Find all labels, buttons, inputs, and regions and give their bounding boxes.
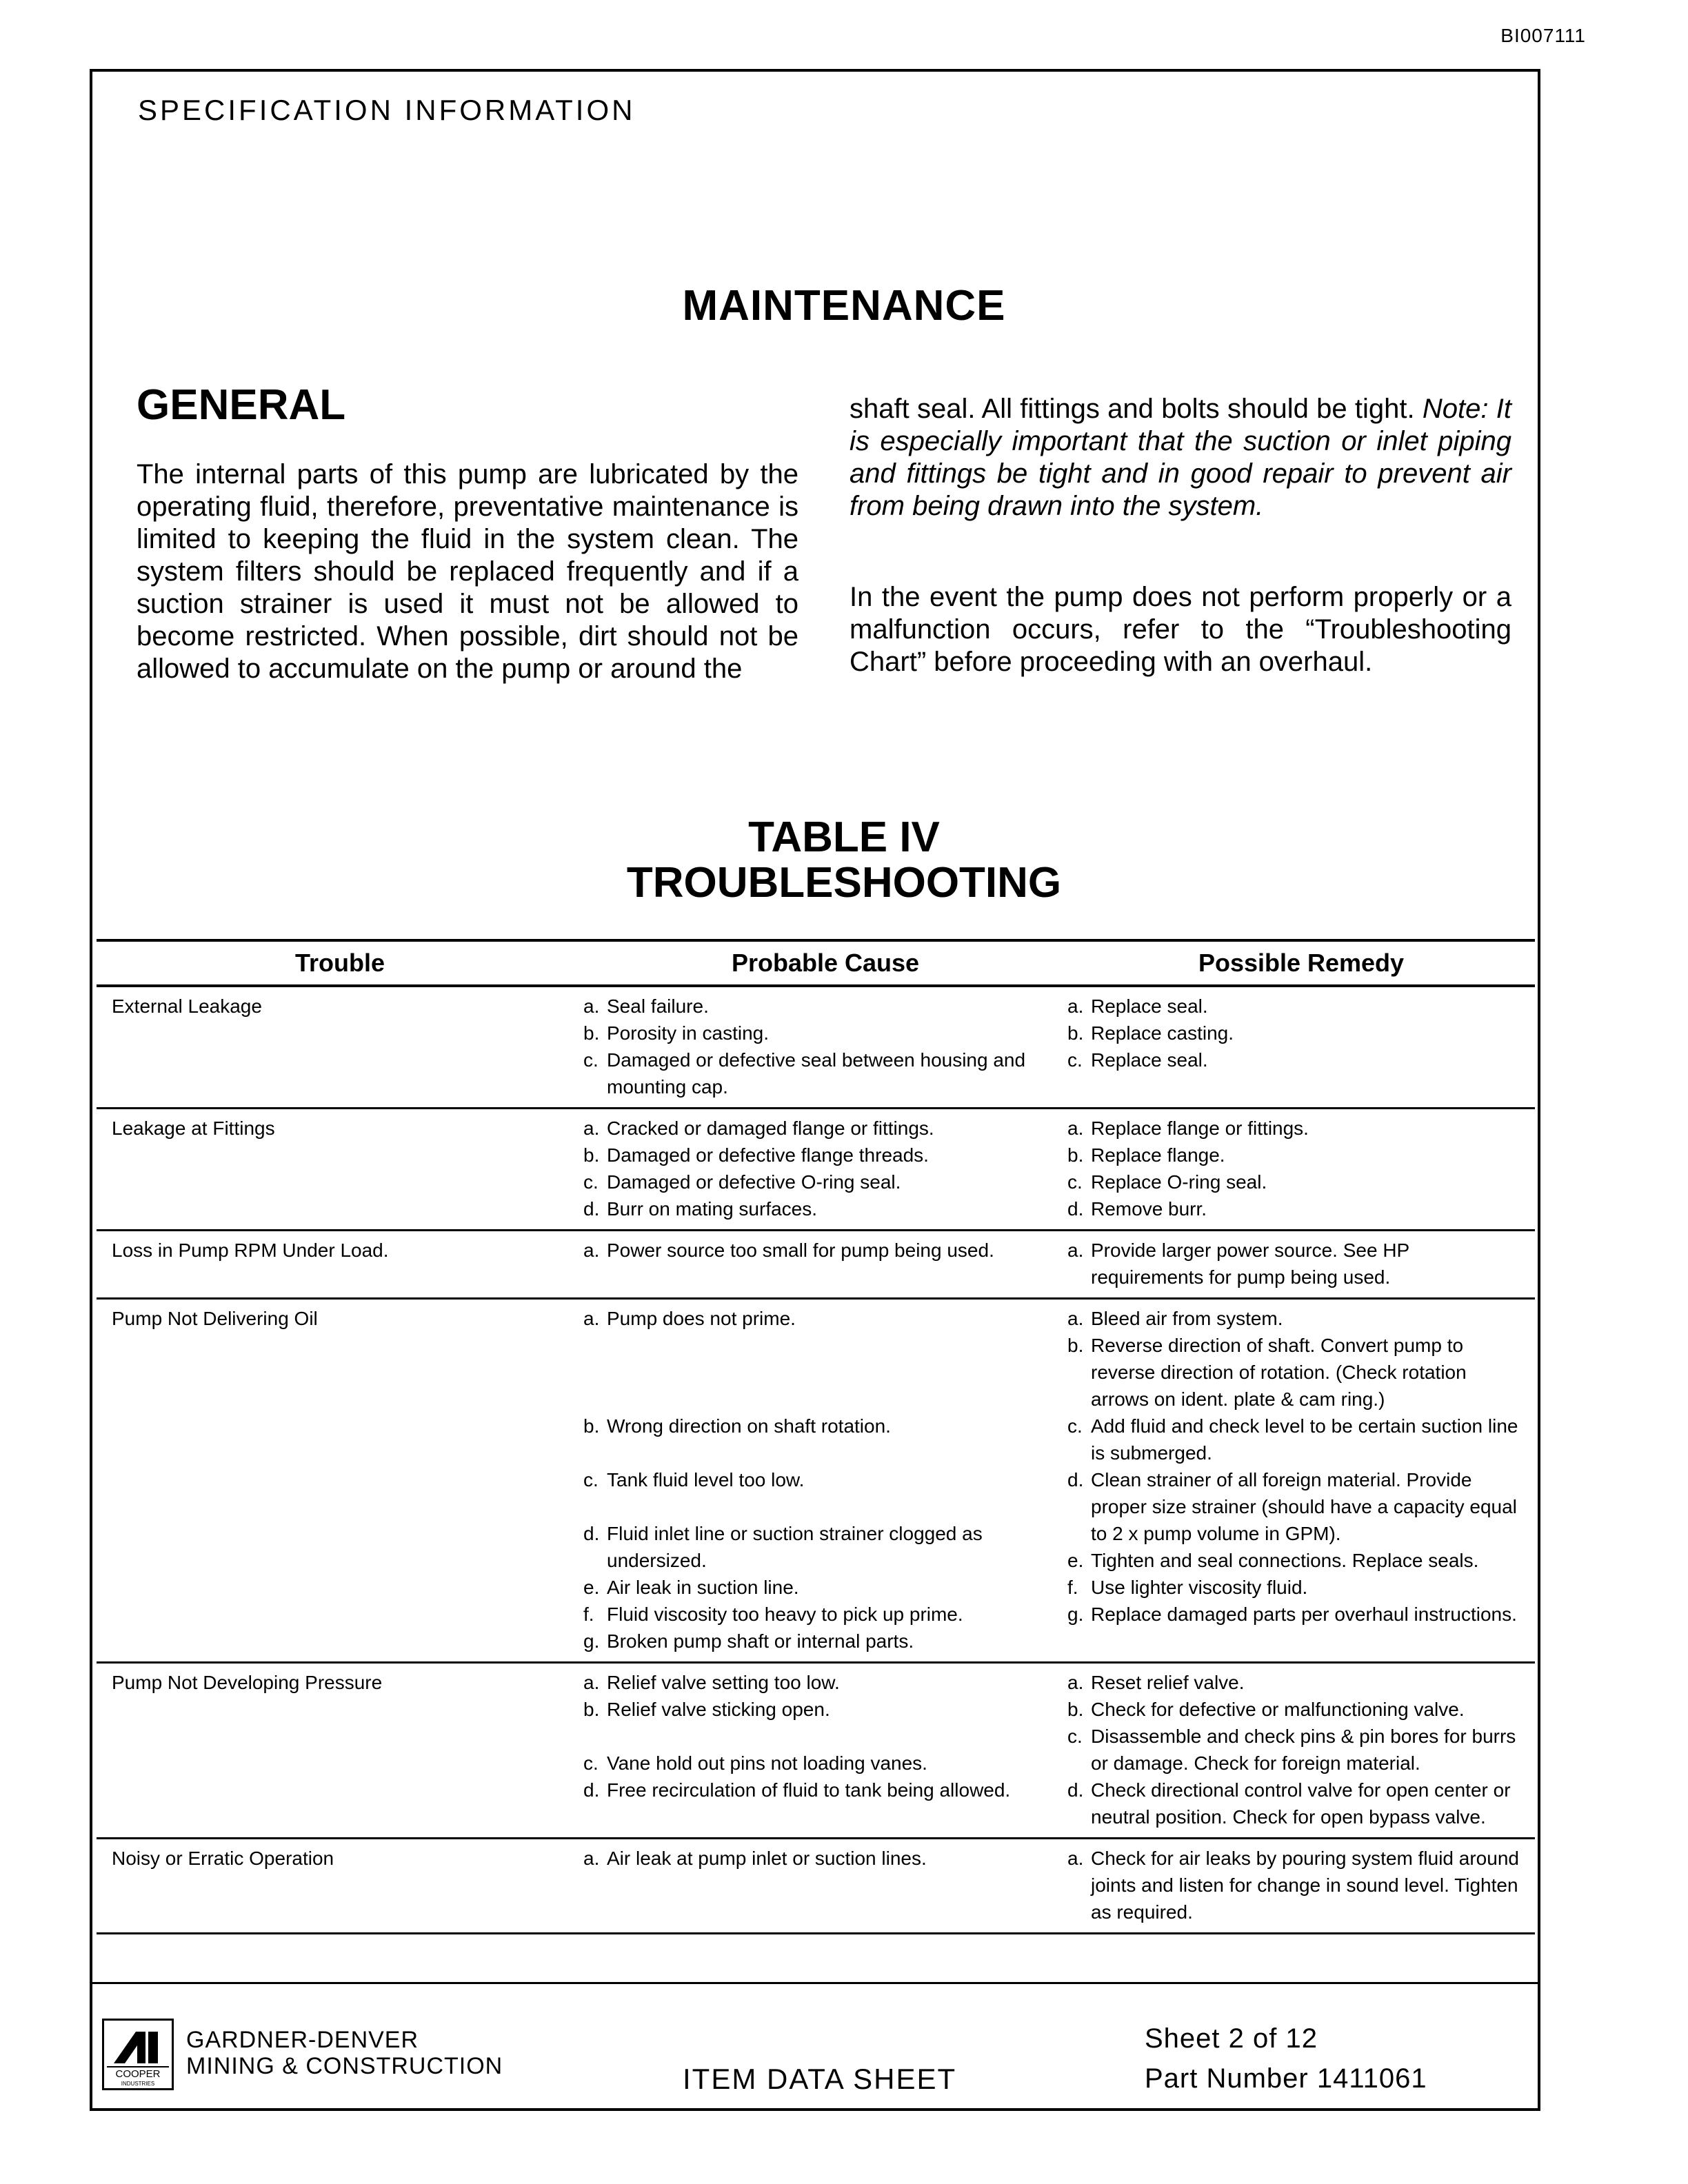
item-text: Air leak in suction line. bbox=[607, 1577, 799, 1598]
table-title bbox=[0, 815, 1688, 906]
item-letter: d. bbox=[583, 1523, 600, 1544]
possible-remedy-cell bbox=[1067, 1305, 1535, 1655]
header-possible-remedy: Possible Remedy bbox=[1198, 949, 1405, 977]
troubleshooting-reference-paragraph: In the event the pump does not perform properly or a malfunction occurs, refer to the “Troubleshooting Chart” before proceeding with an overhaul. bbox=[850, 582, 1511, 677]
item-letter: c. bbox=[1067, 1415, 1083, 1437]
item-text: Replace damaged parts per overhaul instructions. bbox=[1091, 1604, 1517, 1625]
remedy-item bbox=[1067, 1115, 1525, 1142]
sheet-number: Sheet 2 of 12 bbox=[1145, 2023, 1318, 2054]
item-letter: b. bbox=[583, 1699, 600, 1720]
remedy-item bbox=[1067, 1332, 1525, 1413]
item-text: Replace flange. bbox=[1091, 1144, 1225, 1166]
item-text: Replace O-ring seal. bbox=[1091, 1171, 1267, 1193]
item-text: Check directional control valve for open center or neutral position. Check for open bypass valve. bbox=[1091, 1779, 1511, 1828]
remedy-item bbox=[1067, 1305, 1525, 1332]
item-letter: b. bbox=[1067, 1335, 1084, 1356]
footer-divider bbox=[90, 1982, 1540, 1984]
probable-cause-cell bbox=[583, 1115, 1067, 1222]
remedy-item bbox=[1067, 1046, 1525, 1073]
item-text: Wrong direction on shaft rotation. bbox=[607, 1415, 891, 1437]
item-letter: b. bbox=[583, 1415, 600, 1437]
cause-item bbox=[583, 993, 1043, 1020]
item-text: Tank fluid level too low. bbox=[607, 1469, 805, 1490]
item-text: Clean strainer of all foreign material. Provide proper size strainer (should have a capacity equal to 2 x pump volume in GPM). bbox=[1091, 1469, 1517, 1544]
probable-cause-cell bbox=[583, 1845, 1067, 1925]
table-row bbox=[97, 1664, 1535, 1839]
item-text: Broken pump shaft or internal parts. bbox=[607, 1630, 914, 1652]
table-row bbox=[97, 1839, 1535, 1934]
cause-item bbox=[583, 1669, 1043, 1696]
remedy-item bbox=[1067, 1574, 1525, 1601]
possible-remedy-cell bbox=[1067, 1115, 1535, 1222]
remedy-item bbox=[1067, 1669, 1525, 1696]
table-row bbox=[97, 1300, 1535, 1664]
item-letter: a. bbox=[1067, 995, 1084, 1017]
item-letter: e. bbox=[583, 1577, 600, 1598]
item-text: Cracked or damaged flange or fittings. bbox=[607, 1118, 934, 1139]
item-text: Relief valve setting too low. bbox=[607, 1672, 840, 1693]
item-text: Damaged or defective O-ring seal. bbox=[607, 1171, 901, 1193]
remedy-item bbox=[1067, 1547, 1525, 1574]
item-letter: e. bbox=[1067, 1550, 1084, 1571]
item-text: Fluid inlet line or suction strainer clogged as undersized. bbox=[607, 1523, 983, 1571]
cause-item bbox=[583, 1574, 1043, 1601]
cause-item bbox=[583, 1020, 1043, 1046]
cause-item bbox=[583, 1195, 1043, 1222]
item-text: Check for defective or malfunctioning valve. bbox=[1091, 1699, 1465, 1720]
remedy-item bbox=[1067, 1696, 1525, 1723]
item-letter: b. bbox=[583, 1022, 600, 1044]
item-text: Replace seal. bbox=[1091, 1049, 1208, 1071]
cause-item bbox=[583, 1046, 1043, 1100]
part-number: Part Number 1411061 bbox=[1145, 2063, 1427, 2094]
remedy-item bbox=[1067, 1723, 1525, 1777]
cause-item bbox=[583, 1115, 1043, 1142]
spacer bbox=[583, 1493, 1043, 1520]
cause-item bbox=[583, 1628, 1043, 1655]
item-text: Reset relief valve. bbox=[1091, 1672, 1245, 1693]
logo-subtext: INDUSTRIES bbox=[121, 2081, 155, 2087]
maintenance-heading: MAINTENANCE bbox=[682, 282, 1006, 330]
cause-item bbox=[583, 1845, 1043, 1872]
item-letter: d. bbox=[583, 1779, 600, 1801]
remedy-item bbox=[1067, 1413, 1525, 1466]
possible-remedy-cell bbox=[1067, 1669, 1535, 1830]
shaft-seal-text: shaft seal. All fittings and bolts should be tight. bbox=[850, 394, 1423, 424]
item-letter: a. bbox=[583, 1308, 600, 1329]
table-number: TABLE IV bbox=[748, 813, 940, 861]
item-data-sheet-label: ITEM DATA SHEET bbox=[683, 2063, 957, 2095]
item-letter: b. bbox=[583, 1144, 600, 1166]
item-letter: g. bbox=[583, 1630, 600, 1652]
item-letter: a. bbox=[583, 1672, 600, 1693]
probable-cause-cell bbox=[583, 1305, 1067, 1655]
item-letter: d. bbox=[1067, 1469, 1084, 1490]
header-trouble: Trouble bbox=[294, 949, 385, 977]
cause-item bbox=[583, 1169, 1043, 1195]
table-row bbox=[97, 1109, 1535, 1231]
trouble-cell: External Leakage bbox=[112, 995, 262, 1017]
item-text: Damaged or defective seal between housing and mounting cap. bbox=[607, 1049, 1026, 1098]
probable-cause-cell bbox=[583, 1237, 1067, 1291]
troubleshooting-table bbox=[97, 939, 1535, 1934]
probable-cause-cell bbox=[583, 1669, 1067, 1830]
table-header-row bbox=[97, 939, 1535, 987]
trouble-cell: Loss in Pump RPM Under Load. bbox=[112, 1240, 389, 1261]
remedy-item bbox=[1067, 1142, 1525, 1169]
item-letter: a. bbox=[583, 995, 600, 1017]
cooper-logo bbox=[102, 2019, 174, 2090]
item-letter: f. bbox=[1067, 1577, 1078, 1598]
item-text: Burr on mating surfaces. bbox=[607, 1198, 818, 1220]
cause-item bbox=[583, 1696, 1043, 1723]
general-heading: GENERAL bbox=[137, 381, 346, 429]
remedy-item bbox=[1067, 1466, 1525, 1547]
item-letter: c. bbox=[583, 1049, 599, 1071]
item-text: Add fluid and check level to be certain suction line is submerged. bbox=[1091, 1415, 1518, 1464]
item-text: Replace seal. bbox=[1091, 995, 1208, 1017]
item-letter: a. bbox=[583, 1240, 600, 1261]
cause-item bbox=[583, 1777, 1043, 1803]
item-letter: d. bbox=[583, 1198, 600, 1220]
item-text: Pump does not prime. bbox=[607, 1308, 796, 1329]
item-letter: a. bbox=[1067, 1848, 1084, 1869]
cause-item bbox=[583, 1305, 1043, 1332]
company-name bbox=[186, 2027, 503, 2079]
spacer bbox=[583, 1723, 1043, 1750]
general-paragraph: The internal parts of this pump are lubricated by the operating fluid, therefore, preventative maintenance is limited to keeping the fluid in the system clean. The system filters should be replaced frequently and if a suction strainer is used it must not be allowed to become restricted. When possible, dirt should not be allowed to accumulate on the pump or around the bbox=[137, 459, 798, 684]
header-probable-cause: Probable Cause bbox=[731, 949, 920, 977]
item-letter: g. bbox=[1067, 1604, 1084, 1625]
item-text: Check for air leaks by pouring system fluid around joints and listen for change in sound level. Tighten as required. bbox=[1091, 1848, 1519, 1923]
trouble-cell: Leakage at Fittings bbox=[112, 1118, 275, 1139]
remedy-item bbox=[1067, 1237, 1525, 1291]
item-text: Remove burr. bbox=[1091, 1198, 1207, 1220]
remedy-item bbox=[1067, 1601, 1525, 1628]
possible-remedy-cell bbox=[1067, 993, 1535, 1100]
item-text: Free recirculation of fluid to tank being allowed. bbox=[607, 1779, 1011, 1801]
spacer bbox=[583, 1386, 1043, 1413]
item-letter: b. bbox=[1067, 1699, 1084, 1720]
item-letter: f. bbox=[583, 1604, 594, 1625]
item-text: Bleed air from system. bbox=[1091, 1308, 1283, 1329]
item-text: Provide larger power source. See HP requirements for pump being used. bbox=[1091, 1240, 1409, 1288]
item-letter: c. bbox=[1067, 1171, 1083, 1193]
item-text: Reverse direction of shaft. Convert pump to reverse direction of rotation. (Check rotation arrows on ident. plate & cam ring.) bbox=[1091, 1335, 1467, 1410]
item-letter: a. bbox=[1067, 1118, 1084, 1139]
spacer bbox=[583, 1359, 1043, 1386]
trouble-cell: Noisy or Erratic Operation bbox=[112, 1848, 334, 1869]
item-letter: c. bbox=[1067, 1049, 1083, 1071]
item-letter: c. bbox=[1067, 1726, 1083, 1747]
document-id: BI007111 bbox=[1500, 25, 1586, 46]
table-name: TROUBLESHOOTING bbox=[626, 859, 1062, 907]
item-text: Power source too small for pump being used. bbox=[607, 1240, 994, 1261]
item-letter: d. bbox=[1067, 1198, 1084, 1220]
item-text: Replace casting. bbox=[1091, 1022, 1234, 1044]
item-text: Replace flange or fittings. bbox=[1091, 1118, 1309, 1139]
sheet-info bbox=[1145, 2019, 1427, 2099]
cause-item bbox=[583, 1466, 1043, 1493]
company-line-2: MINING & CONSTRUCTION bbox=[186, 2053, 503, 2079]
item-letter: c. bbox=[583, 1469, 599, 1490]
item-text: Fluid viscosity too heavy to pick up prime. bbox=[607, 1604, 963, 1625]
remedy-item bbox=[1067, 1020, 1525, 1046]
item-letter: c. bbox=[583, 1171, 599, 1193]
cause-item bbox=[583, 1750, 1043, 1777]
item-text: Seal failure. bbox=[607, 995, 709, 1017]
cause-item bbox=[583, 1601, 1043, 1628]
possible-remedy-cell bbox=[1067, 1845, 1535, 1925]
item-text: Porosity in casting. bbox=[607, 1022, 769, 1044]
item-text: Disassemble and check pins & pin bores for burrs or damage. Check for foreign material. bbox=[1091, 1726, 1516, 1774]
spacer bbox=[583, 1439, 1043, 1466]
item-text: Relief valve sticking open. bbox=[607, 1699, 830, 1720]
cause-item bbox=[583, 1413, 1043, 1439]
remedy-item bbox=[1067, 993, 1525, 1020]
cooper-logo-mark bbox=[104, 2021, 172, 2088]
table-row bbox=[97, 987, 1535, 1109]
item-text: Use lighter viscosity fluid. bbox=[1091, 1577, 1308, 1598]
spacer bbox=[583, 1332, 1043, 1359]
trouble-cell: Pump Not Developing Pressure bbox=[112, 1672, 383, 1693]
item-letter: b. bbox=[1067, 1144, 1084, 1166]
remedy-item bbox=[1067, 1777, 1525, 1830]
item-letter: a. bbox=[583, 1118, 600, 1139]
item-text: Tighten and seal connections. Replace seals. bbox=[1091, 1550, 1479, 1571]
item-text: Air leak at pump inlet or suction lines. bbox=[607, 1848, 927, 1869]
item-text: Damaged or defective flange threads. bbox=[607, 1144, 929, 1166]
general-paragraph-continued bbox=[850, 393, 1511, 523]
item-letter: d. bbox=[1067, 1779, 1084, 1801]
remedy-item bbox=[1067, 1195, 1525, 1222]
table-row bbox=[97, 1231, 1535, 1300]
remedy-item bbox=[1067, 1845, 1525, 1925]
cause-item bbox=[583, 1142, 1043, 1169]
item-text: Vane hold out pins not loading vanes. bbox=[607, 1752, 927, 1774]
inlet-piping-note: Note: It is especially important that the suction or inlet piping and fittings be tight and in good repair to prevent air from being drawn into the system. bbox=[850, 394, 1511, 521]
remedy-item bbox=[1067, 1169, 1525, 1195]
trouble-cell: Pump Not Delivering Oil bbox=[112, 1308, 318, 1329]
item-letter: a. bbox=[583, 1848, 600, 1869]
cause-item bbox=[583, 1520, 1043, 1574]
item-letter: b. bbox=[1067, 1022, 1084, 1044]
possible-remedy-cell bbox=[1067, 1237, 1535, 1291]
cause-item bbox=[583, 1237, 1043, 1264]
company-line-1: GARDNER-DENVER bbox=[186, 2027, 419, 2053]
logo-text: COOPER bbox=[115, 2068, 161, 2080]
table-body bbox=[97, 987, 1535, 1934]
item-letter: a. bbox=[1067, 1240, 1084, 1261]
item-letter: a. bbox=[1067, 1308, 1084, 1329]
item-letter: a. bbox=[1067, 1672, 1084, 1693]
spec-header: SPECIFICATION INFORMATION bbox=[138, 94, 636, 126]
item-letter: c. bbox=[583, 1752, 599, 1774]
probable-cause-cell bbox=[583, 993, 1067, 1100]
